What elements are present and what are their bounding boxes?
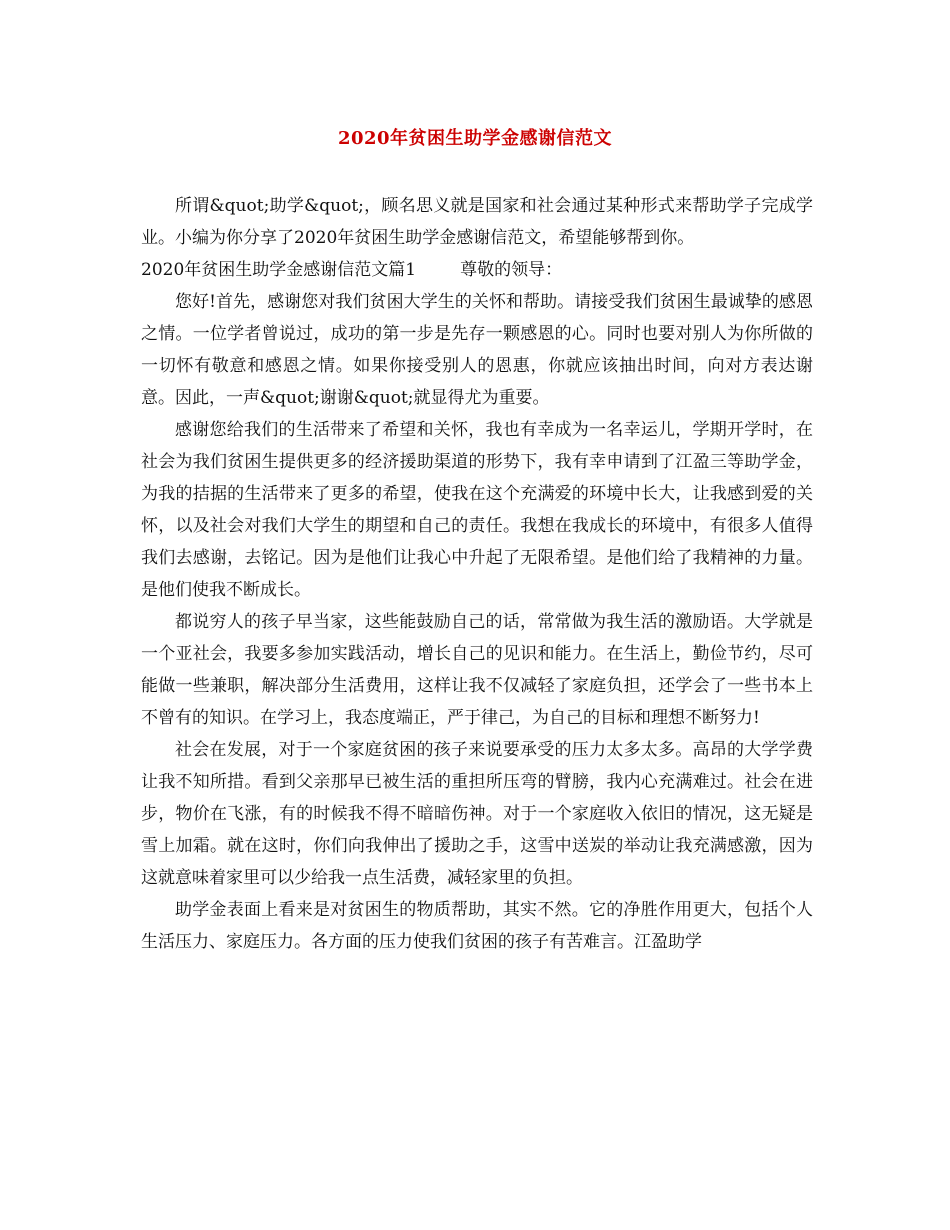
- body-paragraph: 都说穷人的孩子早当家，这些能鼓励自己的话，常常做为我生活的激励语。大学就是一个亚社会，我要多参加实践活动，增长自己的见识和能力。在生活上，勤俭节约，尽可能做一些兼职，解决部分生活费用，这样让我不仅减轻了家庭负担，还学会了一些书本上不曾有的知识。在学习上，我态度端正，严于律己，为自己的目标和理想不断努力!: [141, 612, 813, 728]
- document-body: [141, 190, 813, 958]
- body-paragraph: 感谢您给我们的生活带来了希望和关怀，我也有幸成为一名幸运儿，学期开学时，在社会为我们贫困生提供更多的经济援助渠道的形势下，我有幸申请到了江盈三等助学金，为我的拮据的生活带来了更多的希望，使我在这个充满爱的环境中长大，让我感到爱的关怀，以及社会对我们大学生的期望和自己的责任。我想在我成长的环境中，有很多人值得我们去感谢，去铭记。因为是他们让我心中升起了无限希望。是他们给了我精神的力量。是他们使我不断成长。: [141, 420, 813, 600]
- body-paragraph: 社会在发展，对于一个家庭贫困的孩子来说要承受的压力太多太多。高昂的大学学费让我不知所措。看到父亲那早已被生活的重担所压弯的臂膀，我内心充满难过。社会在进步，物价在飞涨，有的时候我不得不暗暗伤神。对于一个家庭收入依旧的情况，这无疑是雪上加霜。就在这时，你们向我伸出了援助之手，这雪中送炭的举动让我充满感激，因为这就意味着家里可以少给我一点生活费，减轻家里的负担。: [141, 740, 813, 888]
- body-paragraph: 助学金表面上看来是对贫困生的物质帮助，其实不然。它的净胜作用更大，包括个人生活压力、家庭压力。各方面的压力使我们贫困的孩子有苦难言。江盈助学: [141, 900, 813, 952]
- body-paragraph: 您好!首先，感谢您对我们贫困大学生的关怀和帮助。请接受我们贫困生最诚挚的感恩之情。一位学者曾说过，成功的第一步是先存一颗感恩的心。同时也要对别人为你所做的一切怀有敬意和感恩之情。如果你接受别人的恩惠，你就应该抽出时间，向对方表达谢意。因此，一声&quot;谢谢&quot;就显得尤为重要。: [141, 292, 813, 408]
- letter-heading-line: [141, 254, 813, 286]
- document-title: 2020年贫困生助学金感谢信范文: [337, 128, 613, 149]
- article-title: 2020年贫困生助学金感谢信范文篇1: [141, 260, 417, 280]
- salutation: 尊敬的领导：: [460, 260, 563, 280]
- intro-paragraph: 所谓&quot;助学&quot;，顾名思义就是国家和社会通过某种形式来帮助学子完成学业。小编为你分享了2020年贫困生助学金感谢信范文，希望能够帮到你。: [141, 196, 813, 248]
